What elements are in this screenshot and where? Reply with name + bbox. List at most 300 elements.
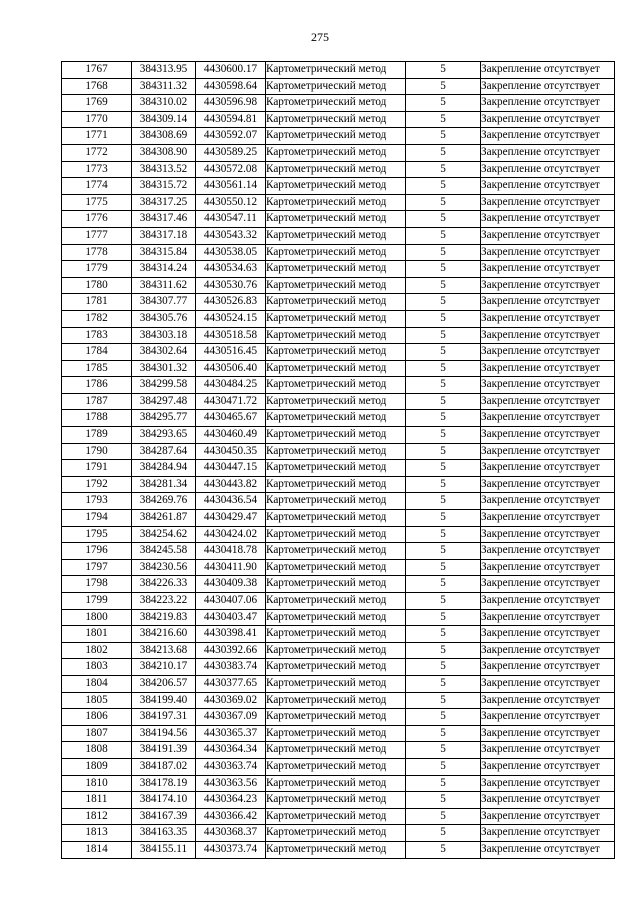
- table-row: [62, 111, 615, 128]
- point-number-cell: 1796: [62, 543, 132, 560]
- table-row: [62, 675, 615, 692]
- x-coordinate-cell: 384317.25: [132, 194, 196, 211]
- y-coordinate-cell: 4430543.32: [196, 227, 266, 244]
- accuracy-cell: 5: [406, 493, 481, 510]
- method-cell: Картометрический метод: [266, 709, 406, 726]
- method-cell: Картометрический метод: [266, 758, 406, 775]
- point-number-cell: 1785: [62, 360, 132, 377]
- point-number-cell: 1814: [62, 841, 132, 858]
- fixation-cell: Закрепление отсутствует: [481, 725, 615, 742]
- method-cell: Картометрический метод: [266, 310, 406, 327]
- point-number-cell: 1783: [62, 327, 132, 344]
- x-coordinate-cell: 384301.32: [132, 360, 196, 377]
- table-row: [62, 377, 615, 394]
- table-row: [62, 692, 615, 709]
- fixation-cell: Закрепление отсутствует: [481, 161, 615, 178]
- fixation-cell: Закрепление отсутствует: [481, 95, 615, 112]
- y-coordinate-cell: 4430530.76: [196, 277, 266, 294]
- table-row: [62, 344, 615, 361]
- y-coordinate-cell: 4430589.25: [196, 144, 266, 161]
- x-coordinate-cell: 384216.60: [132, 626, 196, 643]
- x-coordinate-cell: 384299.58: [132, 377, 196, 394]
- table-row: [62, 792, 615, 809]
- method-cell: Картометрический метод: [266, 609, 406, 626]
- fixation-cell: Закрепление отсутствует: [481, 593, 615, 610]
- table-row: [62, 808, 615, 825]
- y-coordinate-cell: 4430407.06: [196, 593, 266, 610]
- fixation-cell: Закрепление отсутствует: [481, 427, 615, 444]
- fixation-cell: Закрепление отсутствует: [481, 310, 615, 327]
- accuracy-cell: 5: [406, 510, 481, 527]
- fixation-cell: Закрепление отсутствует: [481, 642, 615, 659]
- method-cell: Картометрический метод: [266, 393, 406, 410]
- coordinates-table-body: [62, 62, 615, 859]
- accuracy-cell: 5: [406, 675, 481, 692]
- method-cell: Картометрический метод: [266, 692, 406, 709]
- accuracy-cell: 5: [406, 95, 481, 112]
- y-coordinate-cell: 4430526.83: [196, 294, 266, 311]
- y-coordinate-cell: 4430484.25: [196, 377, 266, 394]
- x-coordinate-cell: 384308.90: [132, 144, 196, 161]
- accuracy-cell: 5: [406, 476, 481, 493]
- fixation-cell: Закрепление отсутствует: [481, 626, 615, 643]
- fixation-cell: Закрепление отсутствует: [481, 327, 615, 344]
- y-coordinate-cell: 4430534.63: [196, 261, 266, 278]
- accuracy-cell: 5: [406, 194, 481, 211]
- method-cell: Картометрический метод: [266, 725, 406, 742]
- x-coordinate-cell: 384210.17: [132, 659, 196, 676]
- fixation-cell: Закрепление отсутствует: [481, 675, 615, 692]
- point-number-cell: 1809: [62, 758, 132, 775]
- point-number-cell: 1767: [62, 62, 132, 79]
- y-coordinate-cell: 4430373.74: [196, 841, 266, 858]
- point-number-cell: 1801: [62, 626, 132, 643]
- x-coordinate-cell: 384178.19: [132, 775, 196, 792]
- accuracy-cell: 5: [406, 460, 481, 477]
- method-cell: Картометрический метод: [266, 111, 406, 128]
- method-cell: Картометрический метод: [266, 576, 406, 593]
- table-row: [62, 576, 615, 593]
- accuracy-cell: 5: [406, 360, 481, 377]
- point-number-cell: 1768: [62, 78, 132, 95]
- table-row: [62, 626, 615, 643]
- y-coordinate-cell: 4430460.49: [196, 427, 266, 444]
- x-coordinate-cell: 384309.14: [132, 111, 196, 128]
- x-coordinate-cell: 384197.31: [132, 709, 196, 726]
- table-row: [62, 360, 615, 377]
- accuracy-cell: 5: [406, 427, 481, 444]
- table-row: [62, 277, 615, 294]
- fixation-cell: Закрепление отсутствует: [481, 78, 615, 95]
- accuracy-cell: 5: [406, 178, 481, 195]
- table-row: [62, 476, 615, 493]
- accuracy-cell: 5: [406, 443, 481, 460]
- fixation-cell: Закрепление отсутствует: [481, 62, 615, 79]
- accuracy-cell: 5: [406, 725, 481, 742]
- x-coordinate-cell: 384167.39: [132, 808, 196, 825]
- table-row: [62, 410, 615, 427]
- accuracy-cell: 5: [406, 227, 481, 244]
- x-coordinate-cell: 384308.69: [132, 128, 196, 145]
- accuracy-cell: 5: [406, 841, 481, 858]
- table-row: [62, 742, 615, 759]
- accuracy-cell: 5: [406, 78, 481, 95]
- accuracy-cell: 5: [406, 111, 481, 128]
- table-row: [62, 261, 615, 278]
- fixation-cell: Закрепление отсутствует: [481, 775, 615, 792]
- x-coordinate-cell: 384199.40: [132, 692, 196, 709]
- fixation-cell: Закрепление отсутствует: [481, 559, 615, 576]
- accuracy-cell: 5: [406, 62, 481, 79]
- point-number-cell: 1789: [62, 427, 132, 444]
- y-coordinate-cell: 4430392.66: [196, 642, 266, 659]
- y-coordinate-cell: 4430465.67: [196, 410, 266, 427]
- accuracy-cell: 5: [406, 692, 481, 709]
- method-cell: Картометрический метод: [266, 460, 406, 477]
- y-coordinate-cell: 4430409.38: [196, 576, 266, 593]
- method-cell: Картометрический метод: [266, 675, 406, 692]
- fixation-cell: Закрепление отсутствует: [481, 609, 615, 626]
- y-coordinate-cell: 4430403.47: [196, 609, 266, 626]
- y-coordinate-cell: 4430366.42: [196, 808, 266, 825]
- accuracy-cell: 5: [406, 144, 481, 161]
- y-coordinate-cell: 4430377.65: [196, 675, 266, 692]
- point-number-cell: 1808: [62, 742, 132, 759]
- x-coordinate-cell: 384174.10: [132, 792, 196, 809]
- point-number-cell: 1772: [62, 144, 132, 161]
- accuracy-cell: 5: [406, 559, 481, 576]
- x-coordinate-cell: 384226.33: [132, 576, 196, 593]
- method-cell: Картометрический метод: [266, 294, 406, 311]
- table-row: [62, 310, 615, 327]
- point-number-cell: 1813: [62, 825, 132, 842]
- point-number-cell: 1791: [62, 460, 132, 477]
- fixation-cell: Закрепление отсутствует: [481, 360, 615, 377]
- method-cell: Картометрический метод: [266, 261, 406, 278]
- accuracy-cell: 5: [406, 609, 481, 626]
- method-cell: Картометрический метод: [266, 543, 406, 560]
- x-coordinate-cell: 384310.02: [132, 95, 196, 112]
- fixation-cell: Закрепление отсутствует: [481, 393, 615, 410]
- x-coordinate-cell: 384163.35: [132, 825, 196, 842]
- y-coordinate-cell: 4430450.35: [196, 443, 266, 460]
- method-cell: Картометрический метод: [266, 144, 406, 161]
- point-number-cell: 1802: [62, 642, 132, 659]
- method-cell: Картометрический метод: [266, 360, 406, 377]
- point-number-cell: 1788: [62, 410, 132, 427]
- fixation-cell: Закрепление отсутствует: [481, 261, 615, 278]
- table-row: [62, 593, 615, 610]
- point-number-cell: 1778: [62, 244, 132, 261]
- x-coordinate-cell: 384317.46: [132, 211, 196, 228]
- y-coordinate-cell: 4430447.15: [196, 460, 266, 477]
- point-number-cell: 1770: [62, 111, 132, 128]
- table-row: [62, 144, 615, 161]
- accuracy-cell: 5: [406, 261, 481, 278]
- method-cell: Картометрический метод: [266, 277, 406, 294]
- method-cell: Картометрический метод: [266, 493, 406, 510]
- y-coordinate-cell: 4430600.17: [196, 62, 266, 79]
- point-number-cell: 1807: [62, 725, 132, 742]
- accuracy-cell: 5: [406, 626, 481, 643]
- y-coordinate-cell: 4430369.02: [196, 692, 266, 709]
- point-number-cell: 1806: [62, 709, 132, 726]
- y-coordinate-cell: 4430398.41: [196, 626, 266, 643]
- y-coordinate-cell: 4430363.56: [196, 775, 266, 792]
- accuracy-cell: 5: [406, 128, 481, 145]
- point-number-cell: 1793: [62, 493, 132, 510]
- method-cell: Картометрический метод: [266, 211, 406, 228]
- table-row: [62, 642, 615, 659]
- method-cell: Картометрический метод: [266, 62, 406, 79]
- method-cell: Картометрический метод: [266, 825, 406, 842]
- fixation-cell: Закрепление отсутствует: [481, 742, 615, 759]
- fixation-cell: Закрепление отсутствует: [481, 758, 615, 775]
- x-coordinate-cell: 384293.65: [132, 427, 196, 444]
- accuracy-cell: 5: [406, 526, 481, 543]
- point-number-cell: 1797: [62, 559, 132, 576]
- table-row: [62, 393, 615, 410]
- method-cell: Картометрический метод: [266, 344, 406, 361]
- y-coordinate-cell: 4430538.05: [196, 244, 266, 261]
- table-row: [62, 460, 615, 477]
- table-row: [62, 443, 615, 460]
- point-number-cell: 1790: [62, 443, 132, 460]
- point-number-cell: 1805: [62, 692, 132, 709]
- point-number-cell: 1775: [62, 194, 132, 211]
- method-cell: Картометрический метод: [266, 427, 406, 444]
- x-coordinate-cell: 384230.56: [132, 559, 196, 576]
- fixation-cell: Закрепление отсутствует: [481, 709, 615, 726]
- table-row: [62, 559, 615, 576]
- accuracy-cell: 5: [406, 808, 481, 825]
- accuracy-cell: 5: [406, 642, 481, 659]
- method-cell: Картометрический метод: [266, 78, 406, 95]
- fixation-cell: Закрепление отсутствует: [481, 194, 615, 211]
- y-coordinate-cell: 4430516.45: [196, 344, 266, 361]
- fixation-cell: Закрепление отсутствует: [481, 841, 615, 858]
- y-coordinate-cell: 4430436.54: [196, 493, 266, 510]
- accuracy-cell: 5: [406, 310, 481, 327]
- fixation-cell: Закрепление отсутствует: [481, 227, 615, 244]
- table-row: [62, 194, 615, 211]
- method-cell: Картометрический метод: [266, 659, 406, 676]
- accuracy-cell: 5: [406, 792, 481, 809]
- fixation-cell: Закрепление отсутствует: [481, 476, 615, 493]
- table-row: [62, 294, 615, 311]
- table-row: [62, 510, 615, 527]
- x-coordinate-cell: 384287.64: [132, 443, 196, 460]
- x-coordinate-cell: 384261.87: [132, 510, 196, 527]
- y-coordinate-cell: 4430592.07: [196, 128, 266, 145]
- fixation-cell: Закрепление отсутствует: [481, 493, 615, 510]
- point-number-cell: 1792: [62, 476, 132, 493]
- y-coordinate-cell: 4430367.09: [196, 709, 266, 726]
- table-row: [62, 659, 615, 676]
- x-coordinate-cell: 384311.62: [132, 277, 196, 294]
- x-coordinate-cell: 384317.18: [132, 227, 196, 244]
- table-row: [62, 609, 615, 626]
- y-coordinate-cell: 4430443.82: [196, 476, 266, 493]
- x-coordinate-cell: 384313.52: [132, 161, 196, 178]
- table-row: [62, 161, 615, 178]
- fixation-cell: Закрепление отсутствует: [481, 526, 615, 543]
- accuracy-cell: 5: [406, 709, 481, 726]
- accuracy-cell: 5: [406, 277, 481, 294]
- method-cell: Картометрический метод: [266, 775, 406, 792]
- fixation-cell: Закрепление отсутствует: [481, 377, 615, 394]
- table-row: [62, 725, 615, 742]
- accuracy-cell: 5: [406, 775, 481, 792]
- table-row: [62, 841, 615, 858]
- method-cell: Картометрический метод: [266, 559, 406, 576]
- method-cell: Картометрический метод: [266, 410, 406, 427]
- method-cell: Картометрический метод: [266, 742, 406, 759]
- method-cell: Картометрический метод: [266, 642, 406, 659]
- fixation-cell: Закрепление отсутствует: [481, 659, 615, 676]
- x-coordinate-cell: 384191.39: [132, 742, 196, 759]
- method-cell: Картометрический метод: [266, 792, 406, 809]
- y-coordinate-cell: 4430411.90: [196, 559, 266, 576]
- table-row: [62, 825, 615, 842]
- x-coordinate-cell: 384223.22: [132, 593, 196, 610]
- x-coordinate-cell: 384281.34: [132, 476, 196, 493]
- fixation-cell: Закрепление отсутствует: [481, 576, 615, 593]
- fixation-cell: Закрепление отсутствует: [481, 211, 615, 228]
- x-coordinate-cell: 384187.02: [132, 758, 196, 775]
- fixation-cell: Закрепление отсутствует: [481, 244, 615, 261]
- method-cell: Картометрический метод: [266, 808, 406, 825]
- point-number-cell: 1798: [62, 576, 132, 593]
- table-row: [62, 493, 615, 510]
- fixation-cell: Закрепление отсутствует: [481, 410, 615, 427]
- fixation-cell: Закрепление отсутствует: [481, 460, 615, 477]
- table-row: [62, 227, 615, 244]
- y-coordinate-cell: 4430547.11: [196, 211, 266, 228]
- table-row: [62, 543, 615, 560]
- y-coordinate-cell: 4430383.74: [196, 659, 266, 676]
- point-number-cell: 1782: [62, 310, 132, 327]
- x-coordinate-cell: 384311.32: [132, 78, 196, 95]
- method-cell: Картометрический метод: [266, 377, 406, 394]
- fixation-cell: Закрепление отсутствует: [481, 111, 615, 128]
- table-row: [62, 526, 615, 543]
- point-number-cell: 1771: [62, 128, 132, 145]
- accuracy-cell: 5: [406, 593, 481, 610]
- x-coordinate-cell: 384313.95: [132, 62, 196, 79]
- method-cell: Картометрический метод: [266, 128, 406, 145]
- x-coordinate-cell: 384254.62: [132, 526, 196, 543]
- fixation-cell: Закрепление отсутствует: [481, 792, 615, 809]
- y-coordinate-cell: 4430429.47: [196, 510, 266, 527]
- point-number-cell: 1812: [62, 808, 132, 825]
- point-number-cell: 1811: [62, 792, 132, 809]
- fixation-cell: Закрепление отсутствует: [481, 344, 615, 361]
- accuracy-cell: 5: [406, 211, 481, 228]
- table-row: [62, 178, 615, 195]
- point-number-cell: 1804: [62, 675, 132, 692]
- point-number-cell: 1787: [62, 393, 132, 410]
- accuracy-cell: 5: [406, 377, 481, 394]
- accuracy-cell: 5: [406, 410, 481, 427]
- method-cell: Картометрический метод: [266, 510, 406, 527]
- table-row: [62, 327, 615, 344]
- fixation-cell: Закрепление отсутствует: [481, 128, 615, 145]
- y-coordinate-cell: 4430364.34: [196, 742, 266, 759]
- x-coordinate-cell: 384155.11: [132, 841, 196, 858]
- x-coordinate-cell: 384315.84: [132, 244, 196, 261]
- y-coordinate-cell: 4430594.81: [196, 111, 266, 128]
- method-cell: Картометрический метод: [266, 178, 406, 195]
- fixation-cell: Закрепление отсутствует: [481, 178, 615, 195]
- table-row: [62, 95, 615, 112]
- method-cell: Картометрический метод: [266, 161, 406, 178]
- x-coordinate-cell: 384194.56: [132, 725, 196, 742]
- x-coordinate-cell: 384297.48: [132, 393, 196, 410]
- x-coordinate-cell: 384206.57: [132, 675, 196, 692]
- y-coordinate-cell: 4430550.12: [196, 194, 266, 211]
- table-row: [62, 211, 615, 228]
- table-row: [62, 244, 615, 261]
- x-coordinate-cell: 384305.76: [132, 310, 196, 327]
- point-number-cell: 1800: [62, 609, 132, 626]
- y-coordinate-cell: 4430506.40: [196, 360, 266, 377]
- accuracy-cell: 5: [406, 758, 481, 775]
- y-coordinate-cell: 4430365.37: [196, 725, 266, 742]
- table-row: [62, 775, 615, 792]
- fixation-cell: Закрепление отсутствует: [481, 692, 615, 709]
- x-coordinate-cell: 384314.24: [132, 261, 196, 278]
- y-coordinate-cell: 4430418.78: [196, 543, 266, 560]
- fixation-cell: Закрепление отсутствует: [481, 294, 615, 311]
- table-row: [62, 758, 615, 775]
- point-number-cell: 1774: [62, 178, 132, 195]
- point-number-cell: 1781: [62, 294, 132, 311]
- accuracy-cell: 5: [406, 825, 481, 842]
- method-cell: Картометрический метод: [266, 626, 406, 643]
- method-cell: Картометрический метод: [266, 841, 406, 858]
- fixation-cell: Закрепление отсутствует: [481, 144, 615, 161]
- accuracy-cell: 5: [406, 576, 481, 593]
- y-coordinate-cell: 4430424.02: [196, 526, 266, 543]
- method-cell: Картометрический метод: [266, 244, 406, 261]
- x-coordinate-cell: 384245.58: [132, 543, 196, 560]
- fixation-cell: Закрепление отсутствует: [481, 277, 615, 294]
- x-coordinate-cell: 384269.76: [132, 493, 196, 510]
- point-number-cell: 1803: [62, 659, 132, 676]
- accuracy-cell: 5: [406, 244, 481, 261]
- page-number: 275: [311, 30, 329, 44]
- accuracy-cell: 5: [406, 659, 481, 676]
- method-cell: Картометрический метод: [266, 227, 406, 244]
- y-coordinate-cell: 4430596.98: [196, 95, 266, 112]
- point-number-cell: 1769: [62, 95, 132, 112]
- fixation-cell: Закрепление отсутствует: [481, 443, 615, 460]
- fixation-cell: Закрепление отсутствует: [481, 808, 615, 825]
- accuracy-cell: 5: [406, 327, 481, 344]
- table-row: [62, 128, 615, 145]
- x-coordinate-cell: 384315.72: [132, 178, 196, 195]
- table-row: [62, 427, 615, 444]
- table-row: [62, 709, 615, 726]
- y-coordinate-cell: 4430471.72: [196, 393, 266, 410]
- y-coordinate-cell: 4430561.14: [196, 178, 266, 195]
- fixation-cell: Закрепление отсутствует: [481, 543, 615, 560]
- point-number-cell: 1777: [62, 227, 132, 244]
- point-number-cell: 1784: [62, 344, 132, 361]
- accuracy-cell: 5: [406, 344, 481, 361]
- point-number-cell: 1780: [62, 277, 132, 294]
